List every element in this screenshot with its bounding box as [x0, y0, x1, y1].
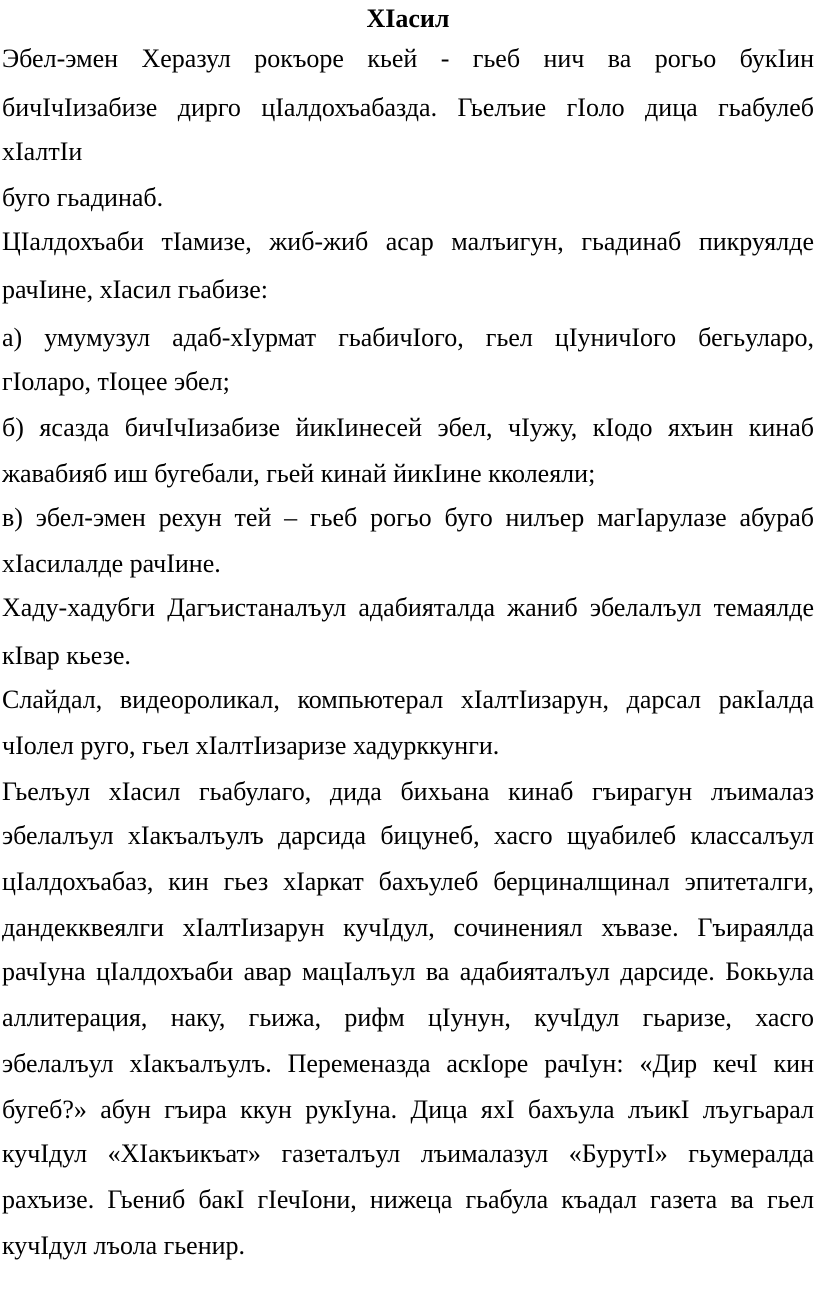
text-line: жавабияб иш бугебали, гьей кинай йикIине кколеяли; — [2, 459, 596, 488]
text-line: дандекквеялги хIалтIизарун кучIдул, сочинениял хъвазе. Гъираялда — [2, 913, 814, 942]
text-line: а) умумузул адаб-хIурмат гьабичIого, гьел цIуничIого бегьуларо, — [2, 323, 814, 352]
text-line: кучIдул лъола гьенир. — [2, 1231, 246, 1260]
text-line: рачIуна цIалдохъаби авар мацIалъул ва адабияталъул дарсиде. Бокьула — [2, 957, 814, 986]
text-line: хIалтIи — [2, 137, 83, 166]
text-line: бугеб?» абун гъира ккун рукIуна. Дица яхI бахъула лъикI лъугьарал — [2, 1095, 814, 1124]
text-line: Слайдал, видеороликал, компьютерал хIалтIизарун, дарсал ракIалда — [2, 685, 814, 714]
text-line: кучIдул «ХIакъикъат» газеталъул лъималазул «БурутI» гьумералда — [2, 1139, 814, 1168]
text-line: хIасилалде рачIине. — [2, 549, 221, 578]
text-line: Эбел-эмен Херазул рокъоре кьей - гьеб нич ва рогьо букIин — [2, 44, 814, 73]
text-line: цIалдохъабаз, кин гьез хIаркат бахъулеб берциналщинал эпитеталги, — [2, 867, 814, 896]
text-line: в) эбел-эмен рехун тей – гьеб рогьо буго нилъер магIарулазе абураб — [2, 503, 814, 532]
text-line: кIвар кьезе. — [2, 641, 131, 670]
text-line: Хаду-хадубги Дагъистаналъул адабияталда жаниб эбелалъул темаялде — [2, 593, 814, 622]
text-line: ЦIалдохъаби тIамизе, жиб-жиб асар малъигун, гьадинаб пикруялде — [2, 227, 814, 256]
text-line: б) ясазда бичIчIизабизе йикIинесей эбел, чIужу, кIодо яхъин кинаб — [2, 413, 814, 442]
text-line: рахъизе. Гьениб бакI гIечIони, нижеца гьабула къадал газета ва гьел — [2, 1185, 814, 1214]
text-line: рачIине, хIасил гьабизе: — [2, 275, 268, 304]
text-line: Гьелъул хIасил гьабулаго, дида бихьана кинаб гъирагун лъималаз — [2, 777, 814, 806]
text-line: эбелалъул хIакъалъулъ. Переменазда аскIоре рачIун: «Дир кечI кин — [2, 1049, 814, 1078]
text-line: аллитерация, наку, гьижа, рифм цIунун, кучIдул гьаризе, хасго — [2, 1003, 814, 1032]
text-line: гIоларо, тIоцее эбел; — [2, 367, 230, 396]
text-line: эбелалъул хIакъалъулъ дарсида бицунеб, хасго щуабилеб классалъул — [2, 821, 814, 850]
text-line: буго гьадинаб. — [2, 183, 164, 212]
text-line: чIолел руго, гьел хIалтIизаризе хадурккунги. — [2, 731, 500, 760]
document-title: ХIасил — [366, 4, 450, 33]
text-line: бичIчIизабизе дирго цIалдохъабазда. Гьелъие гIоло дица гьабулеб — [2, 93, 814, 122]
